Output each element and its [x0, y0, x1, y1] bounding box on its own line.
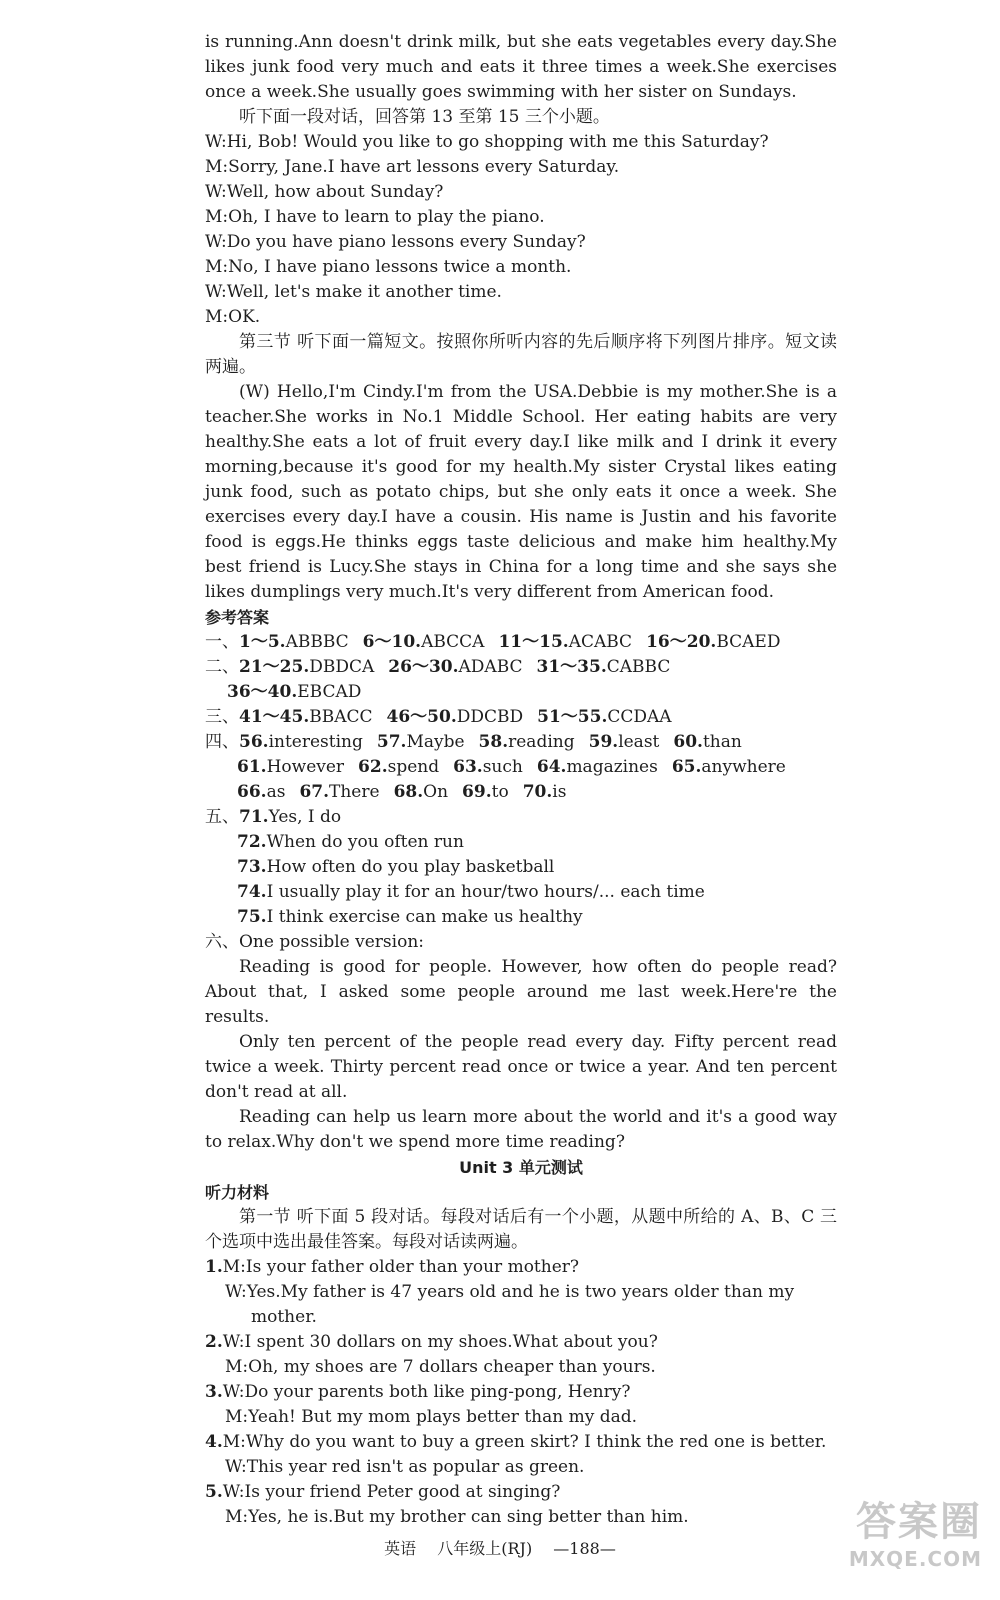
dialogue-question: 2.W:I spent 30 dollars on my shoes.What about you? — [205, 1332, 658, 1352]
unit3-section1-instruction: 第一节 听下面 5 段对话。每段对话后有一个小题，从题中所给的 A、B、C 三个选项中选出最佳答案。每段对话读两遍。 — [205, 1207, 837, 1252]
dialogue-line: W:Well, how about Sunday? — [205, 182, 444, 202]
answer-row-3: 三、41～45.BBACC 46～50.DDCBD 51～55.CCDAA — [205, 707, 672, 727]
section3-instruction: 第三节 听下面一篇短文。按照你所听内容的先后顺序将下列图片排序。短文读两遍。 — [205, 332, 837, 377]
page-content — [205, 30, 837, 1530]
answer-row-4a: 四、56.interesting 57.Maybe 58.reading 59.least 60.than — [205, 732, 742, 752]
dialogue-line: M:OK. — [205, 307, 261, 327]
essay-paragraph: Reading is good for people. However, how often do people read? About that, I asked some people around me last week.Here're the results. — [205, 957, 837, 1027]
dialogue-line: M:Oh, I have to learn to play the piano. — [205, 207, 545, 227]
answer-row-1: 一、1～5.ABBBC 6～10.ABCCA 11～15.ACABC 16～20.BCAED — [205, 632, 781, 652]
dialogue-question: 3.W:Do your parents both like ping-pong, Henry? — [205, 1382, 631, 1402]
dialogue-reply: M:Oh, my shoes are 7 dollars cheaper than yours. — [225, 1357, 656, 1377]
dialogue-line: W:Do you have piano lessons every Sunday? — [205, 232, 586, 252]
dialogue-line: W:Well, let's make it another time. — [205, 282, 502, 302]
answer-row-5b: 72.When do you often run — [237, 832, 464, 852]
dialogue-question: 1.M:Is your father older than your mother? — [205, 1257, 580, 1277]
answer-row-2: 二、21～25.DBDCA 26～30.ADABC 31～35.CABBC — [205, 657, 671, 677]
unit3-dialogues — [205, 1255, 837, 1530]
dialogue-line: M:Sorry, Jane.I have art lessons every Saturday. — [205, 157, 620, 177]
page-number: —188— — [553, 1539, 616, 1558]
answers-heading: 参考答案 — [205, 608, 270, 627]
essay-paragraph: Only ten percent of the people read every day. Fifty percent read twice a week. Thirty percent read once or twice a year. And ten percent don't read at all. — [205, 1032, 837, 1102]
answer-row-5d: 74.I usually play it for an hour/two hours/... each time — [237, 882, 705, 902]
listening-heading: 听力材料 — [205, 1183, 270, 1202]
dialogue-line: M:No, I have piano lessons twice a month. — [205, 257, 572, 277]
dialogue-reply: W:Yes.My father is 47 years old and he is two years older than my — [225, 1282, 795, 1302]
dialogue-reply: W:This year red isn't as popular as green. — [225, 1457, 585, 1477]
answer-row-5e: 75.I think exercise can make us healthy — [237, 907, 583, 927]
answer-row-2b: 36～40.EBCAD — [227, 682, 362, 702]
dialogue-reply: M:Yes, he is.But my brother can sing better than him. — [225, 1507, 689, 1527]
instruction-13-15: 听下面一段对话，回答第 13 至第 15 三个小题。 — [239, 107, 610, 127]
sample-essay — [205, 955, 837, 1155]
watermark-title: 答案圈 — [856, 1499, 982, 1545]
section3-passage: (W) Hello,I'm Cindy.I'm from the USA.Debbie is my mother.She is a teacher.She works in No.1 Middle School. Her eating habits are very healthy.She eats a lot of fruit every day.I like milk and I drink it every morning,because it's good for my health.My sister Crystal likes eating junk food, such as potato chips, but she only eats it once a week. She exercises every day.I have a cousin. His name is Justin and his favorite food is eggs.He thinks eggs taste delicious and make him healthy.My best friend is Lucy.She stays in China for a long time and she says she likes dumplings very much.It's very different from American food. — [205, 382, 837, 602]
watermark-logo — [849, 1490, 982, 1571]
footer-subject: 英语 — [384, 1539, 417, 1558]
dialogue-question: 5.W:Is your friend Peter good at singing? — [205, 1482, 561, 1502]
intro-passage: is running.Ann doesn't drink milk, but she eats vegetables every day.She likes junk food very much and eats it three times a week.She exercises once a week.She usually goes swimming with her sister on Sundays. — [205, 32, 837, 102]
dialogue-reply: mother. — [251, 1307, 317, 1327]
dialogue-reply: M:Yeah! But my mom plays better than my dad. — [225, 1407, 638, 1427]
dialogue-question: 4.M:Why do you want to buy a green skirt? I think the red one is better. — [205, 1432, 827, 1452]
answer-row-4c: 66.as 67.There 68.On 69.to 70.is — [237, 782, 567, 802]
unit3-title: Unit 3 单元测试 — [459, 1158, 583, 1177]
dialogue-line: W:Hi, Bob! Would you like to go shopping with me this Saturday? — [205, 132, 769, 152]
footer-grade: 八年级上(RJ) — [437, 1539, 533, 1558]
dialogue-13-15 — [205, 130, 837, 330]
answer-row-5: 五、71.Yes, I do — [205, 807, 342, 827]
answer-key — [205, 630, 837, 955]
answer-row-6: 六、One possible version: — [205, 932, 424, 952]
answer-row-5c: 73.How often do you play basketball — [237, 857, 555, 877]
watermark-url: MXQE.COM — [848, 1547, 982, 1571]
essay-paragraph: Reading can help us learn more about the world and it's a good way to relax.Why don't we spend more time reading? — [205, 1107, 837, 1152]
answer-row-4b: 61.However 62.spend 63.such 64.magazines 65.anywhere — [237, 757, 786, 777]
